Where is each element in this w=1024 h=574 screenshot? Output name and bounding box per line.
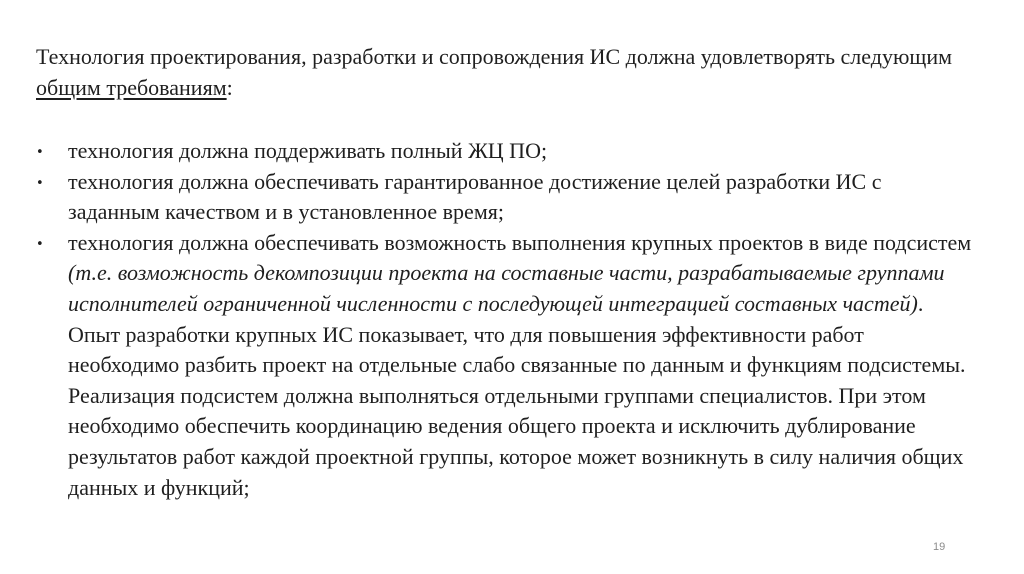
list-item-text: технология должна обеспечивать возможность выполнения крупных проектов в виде подсистем xyxy=(68,229,972,255)
list-item xyxy=(36,136,976,167)
intro-paragraph xyxy=(36,42,996,103)
intro-colon: : xyxy=(226,74,233,100)
bullet-icon: • xyxy=(36,175,44,191)
list-item-text-continued: . Опыт разработки крупных ИС показывает, что для повышения эффективности работ необходимо разбить проект на отдельные слабо связанные по данным и функциям подсистемы. Реализация подсистем должна выполняться отдельными группами специалистов. При этом необходимо обеспечить координацию ведения общего проекта и исключить дублирование результатов работ каждой проектной группы, которое может возникнуть в силу наличия общих данных и функций; xyxy=(68,290,966,500)
list-item xyxy=(36,167,976,228)
list-item-text: технология должна поддерживать полный ЖЦ ПО; xyxy=(68,138,548,163)
intro-underlined-term: общим требованиям xyxy=(36,74,227,100)
page-number: 19 xyxy=(933,541,946,553)
list-item-text: технология должна обеспечивать гарантированное достижение целей разработки ИС с заданным качеством и в установленное время; xyxy=(68,168,882,225)
list-item xyxy=(36,228,976,503)
intro-text: Технология проектирования, разработки и сопровождения ИС должна удовлетворять следующим xyxy=(36,44,953,69)
bullet-icon: • xyxy=(36,236,44,252)
bullet-icon: • xyxy=(36,145,44,160)
list-item-italic-note: (т.е. возможность декомпозиции проекта на составные части, разрабатываемые группами исполнителей ограниченной численности с последующей интеграцией составных частей) xyxy=(68,260,945,316)
requirements-list xyxy=(36,136,976,503)
